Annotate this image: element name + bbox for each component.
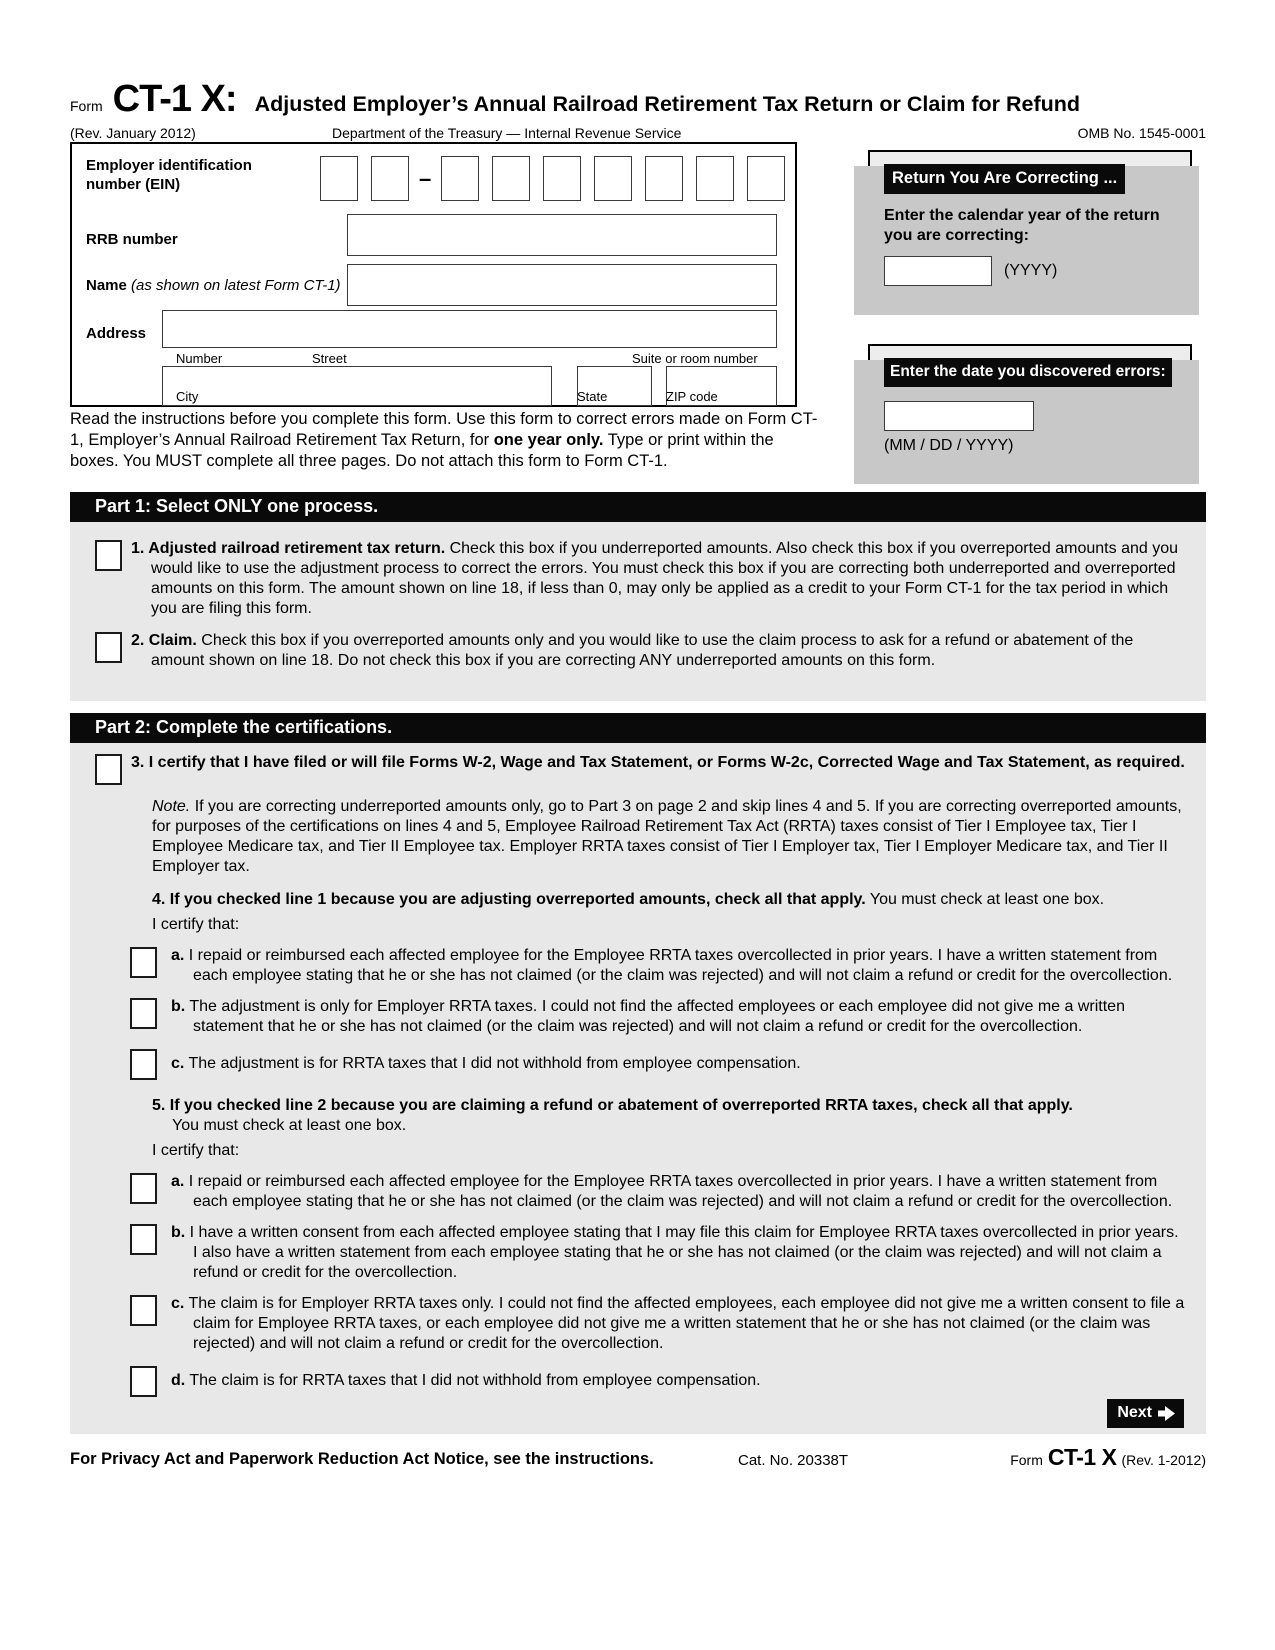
ein-label: Employer identification number (EIN) xyxy=(86,157,252,193)
line5a-row xyxy=(130,1172,1186,1212)
ein-digit-4[interactable] xyxy=(492,156,530,201)
line5-heading: 5. If you checked line 2 because you are claiming a refund or abatement of overreported RRTA taxes, check all that apply. You must check at least one box. xyxy=(152,1097,1073,1134)
form-header xyxy=(70,78,1206,145)
checkbox-5b[interactable] xyxy=(130,1224,157,1255)
ein-dash: – xyxy=(419,165,432,191)
certify4-label: I certify that: xyxy=(152,916,240,933)
catalog-number: Cat. No. 20338T xyxy=(738,1452,849,1469)
return-correcting-column xyxy=(868,150,1192,473)
line1-text: 1. Adjusted railroad retirement tax return. Check this box if you underreported amounts. Also check this box if you overreported amounts and you would like to use the adjustment process to correct the errors. You must check this box if you are correcting both underreported and overreported amounts on this form. The amount shown on line 18, if less than 0, may only be applied as a credit to your Form CT-1 for the tax period in which you are filing this form. xyxy=(131,540,1179,617)
date-discovered-header: Enter the date you discovered errors: xyxy=(884,358,1172,387)
line4a-row xyxy=(130,946,1186,986)
checkbox-5d[interactable] xyxy=(130,1366,157,1397)
name-label: Name (as shown on latest Form CT-1) xyxy=(86,277,341,294)
part2-body xyxy=(70,743,1206,1434)
state-label: State xyxy=(577,389,608,404)
footer-form-id: Form CT-1 X (Rev. 1-2012) xyxy=(1010,1444,1206,1470)
name-field[interactable] xyxy=(347,264,777,306)
line5c-row xyxy=(130,1294,1186,1354)
checkbox-line2-claim[interactable] xyxy=(95,632,122,663)
line2-text: 2. Claim. Check this box if you overreported amounts only and you would like to use the claim process to ask for a refund or abatement of the amount shown on line 18. Do not check this box if you are correcting ANY underreported amounts on this form. xyxy=(131,632,1134,669)
city-field[interactable] xyxy=(162,366,552,406)
part1-body xyxy=(70,522,1206,701)
line4-heading: 4. If you checked line 1 because you are adjusting overreported amounts, check all that apply. You must check at least one box. xyxy=(152,891,1105,908)
checkbox-4a[interactable] xyxy=(130,947,157,978)
line5a-text: a. I repaid or reimbursed each affected employee for the Employee RRTA taxes overcollected in prior years. I have a written statement from each employee stating that he or she has not claimed (or the claim was rejected) and will not claim a refund or credit for the overcollection. xyxy=(171,1173,1173,1210)
part1-header: Part 1: Select ONLY one process. xyxy=(70,492,1206,522)
line4c-row xyxy=(130,1048,1186,1080)
employer-info-box xyxy=(70,142,797,407)
zip-label: ZIP code xyxy=(666,389,718,404)
calendar-year-field[interactable] xyxy=(884,256,992,286)
page-title: Adjusted Employer’s Annual Railroad Retirement Tax Return or Claim for Refund xyxy=(254,92,1081,116)
certify5-label: I certify that: xyxy=(152,1142,240,1159)
ein-digit-7[interactable] xyxy=(645,156,683,201)
suite-label: Suite or room number xyxy=(632,351,758,366)
read-instructions-paragraph: Read the instructions before you complete this form. Use this form to correct errors made on Form CT-1, Employer’s Annual Railroad Retirement Tax Return, for one year only. Type or print within the boxes. You MUST complete all three pages. Do not attach this form to Form CT-1. xyxy=(70,410,818,470)
line5b-row xyxy=(130,1223,1186,1283)
address-label: Address xyxy=(86,325,147,342)
name-note: (as shown on latest Form CT-1) xyxy=(131,277,341,294)
form-word: Form xyxy=(70,98,103,114)
ein-digit-6[interactable] xyxy=(594,156,632,201)
line1-row xyxy=(95,539,1186,619)
return-correcting-header: Return You Are Correcting ... xyxy=(884,164,1125,194)
ein-digit-1[interactable] xyxy=(320,156,358,201)
year-format-hint: (YYYY) xyxy=(1004,262,1058,279)
checkbox-5c[interactable] xyxy=(130,1295,157,1326)
street-label: Street xyxy=(312,351,347,366)
date-format-hint: (MM / DD / YYYY) xyxy=(884,437,1014,454)
city-label: City xyxy=(176,389,199,404)
ein-input-group xyxy=(320,156,785,201)
page-footer xyxy=(70,1444,1206,1478)
revision-date: (Rev. January 2012) xyxy=(70,125,196,141)
ein-digit-8[interactable] xyxy=(696,156,734,201)
rrb-number-field[interactable] xyxy=(347,214,777,256)
line4b-text: b. The adjustment is only for Employer RRTA taxes. I could not find the affected employees or each employee did not give me a written statement that he or she has not claimed (or the claim was rejected) and will not claim a refund or credit for the overcollection. xyxy=(171,998,1125,1035)
calendar-year-prompt: Enter the calendar year of the return you are correcting: xyxy=(884,207,1160,244)
privacy-notice: For Privacy Act and Paperwork Reduction Act Notice, see the instructions. xyxy=(70,1450,654,1468)
line4a-text: a. I repaid or reimbursed each affected employee for the Employee RRTA taxes overcollected in prior years. I have a written statement from each employee stating that he or she has not claimed (or the claim was rejected) and will not claim a refund or credit for the overcollection. xyxy=(171,947,1173,984)
next-button[interactable] xyxy=(1107,1399,1184,1428)
agency-line: Department of the Treasury — Internal Revenue Service xyxy=(332,125,682,141)
checkbox-line3-certify-w2[interactable] xyxy=(95,754,122,785)
checkbox-line1-adjusted-return[interactable] xyxy=(95,540,122,571)
next-arrow-icon xyxy=(1158,1406,1175,1421)
date-discovered-field[interactable] xyxy=(884,401,1034,431)
checkbox-5a[interactable] xyxy=(130,1173,157,1204)
part2-header: Part 2: Complete the certifications. xyxy=(70,713,1206,743)
line4b-row xyxy=(130,997,1186,1037)
ein-digit-5[interactable] xyxy=(543,156,581,201)
date-discovered-panel xyxy=(868,344,1192,473)
line5d-text: d. The claim is for RRTA taxes that I did not withhold from employee compensation. xyxy=(171,1372,761,1389)
form-number: CT-1 X: xyxy=(112,78,237,120)
line5c-text: c. The claim is for Employer RRTA taxes only. I could not find the affected employees, each employee did not give me a written consent to file a claim for Employee RRTA taxes, or each employee did not give me a written statement that he or she has not claimed (or the claim was rejected) and will not claim a refund or credit for the overcollection. xyxy=(171,1295,1185,1352)
ein-digit-9[interactable] xyxy=(747,156,785,201)
ein-digit-2[interactable] xyxy=(371,156,409,201)
line4c-text: c. The adjustment is for RRTA taxes that I did not withhold from employee compensation. xyxy=(171,1055,801,1072)
line3-row xyxy=(95,753,1186,785)
omb-number: OMB No. 1545-0001 xyxy=(1077,125,1206,141)
checkbox-4b[interactable] xyxy=(130,998,157,1029)
line5d-row xyxy=(130,1365,1186,1397)
return-correcting-panel xyxy=(868,150,1192,304)
ein-digit-3[interactable] xyxy=(441,156,479,201)
checkbox-4c[interactable] xyxy=(130,1049,157,1080)
rrb-label: RRB number xyxy=(86,231,178,248)
line3-text: 3. I certify that I have filed or will file Forms W-2, Wage and Tax Statement, or Forms W-2c, Corrected Wage and Tax Statement, as required. xyxy=(131,754,1185,771)
parts-section xyxy=(70,492,1206,1478)
line5b-text: b. I have a written consent from each affected employee stating that I may file this claim for Employee RRTA taxes overcollected in prior years. I also have a written statement from each employee stating that he or she has not claimed (or the claim was rejected) and will not claim a refund or credit for the overcollection. xyxy=(171,1224,1179,1281)
number-label: Number xyxy=(176,351,223,366)
line2-row xyxy=(95,631,1186,671)
street-address-field[interactable] xyxy=(162,310,777,348)
next-button-label: Next xyxy=(1117,1404,1152,1421)
note-paragraph: Note. If you are correcting underreported amounts only, go to Part 3 on page 2 and skip lines 4 and 5. If you are correcting overreported amounts, for purposes of the certifications on lines 4 and 5, Employee Railroad Retirement Tax Act (RRTA) taxes consist of Tier I Employee tax, Tier I Employee Medicare tax, and Tier II Employee tax. Employer RRTA taxes consist of Tier I Employer tax, Tier I Employer Medicare tax, and Tier II Employer tax. xyxy=(152,798,1182,875)
